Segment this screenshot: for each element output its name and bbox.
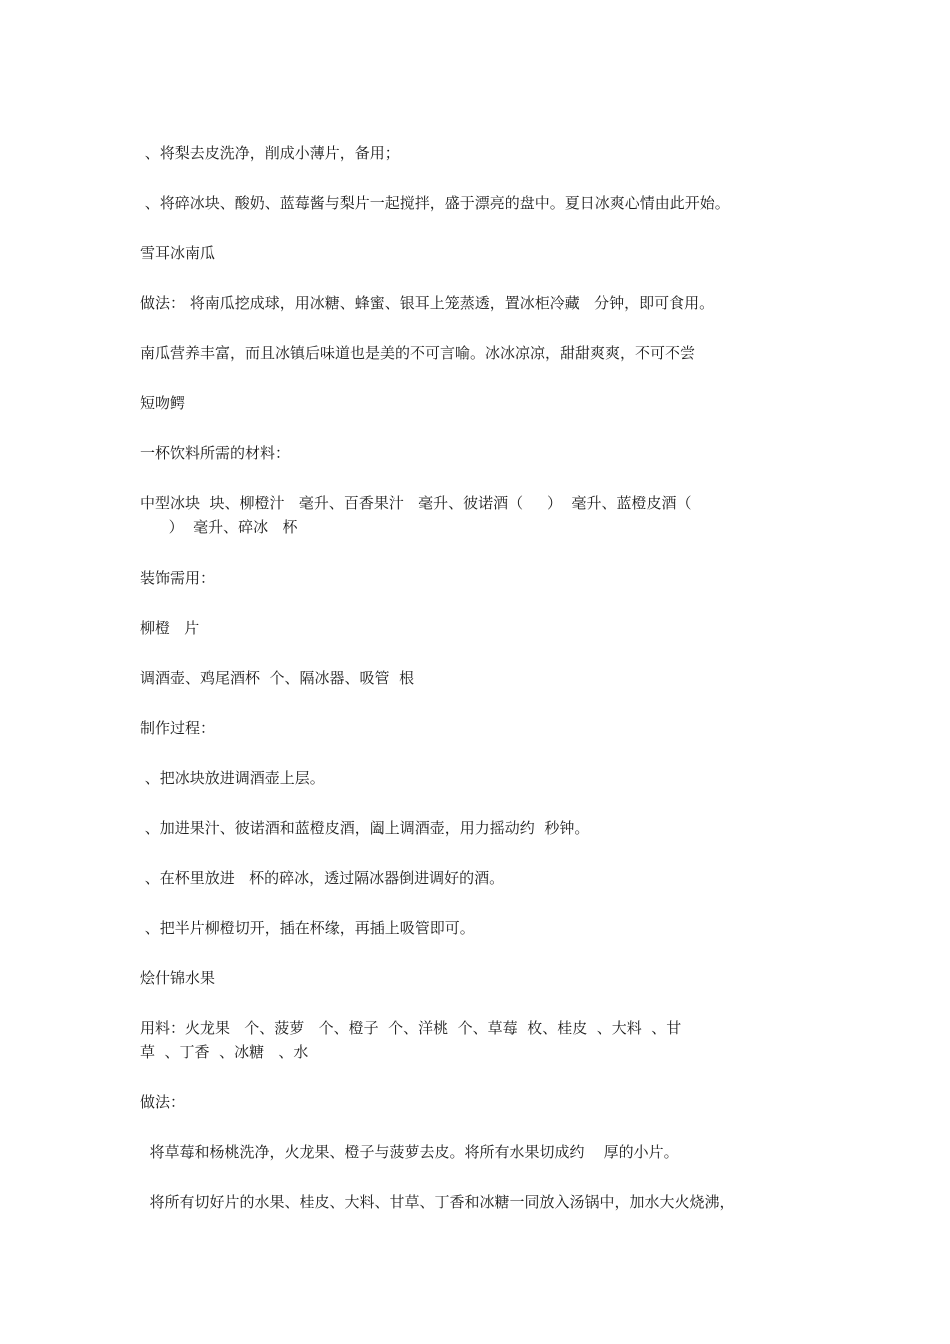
process-step-4: 、把半片柳橙切开，插在杯缘，再插上吸管即可。 xyxy=(140,919,475,937)
decoration-heading: 装饰需用： xyxy=(140,569,216,587)
process-step-2: 、加进果汁、彼诺酒和蓝橙皮酒，阖上调酒壶，用力摇动约 秒钟。 xyxy=(140,819,590,837)
decoration-orange-slices: 柳橙 片 xyxy=(140,619,200,637)
drink-ingredients-list: 中型冰块 块、柳橙汁 毫升、百香果汁 毫升、彼诺酒（ ） 毫升、蓝橙皮酒（ ） 毫升、碎冰 杯 xyxy=(140,494,692,536)
fruit-method-heading: 做法： xyxy=(140,1093,186,1111)
drink-ingredients-heading: 一杯饮料所需的材料： xyxy=(140,444,291,462)
process-step-3: 、在杯里放进 杯的碎冰，透过隔冰器倒进调好的酒。 xyxy=(140,869,505,887)
pumpkin-description: 南瓜营养丰富，而且冰镇后味道也是美的不可言喻。冰冰凉凉，甜甜爽爽，不可不尝 xyxy=(140,344,696,362)
recipe-title-alligator: 短吻鳄 xyxy=(140,394,186,412)
fruit-method-step-2: 将所有切好片的水果、桂皮、大料、甘草、丁香和冰糖一同放入汤锅中，加水大火烧沸， xyxy=(140,1193,735,1211)
step-peel-pear: 、将梨去皮洗净，削成小薄片，备用； xyxy=(140,144,400,162)
pumpkin-method: 做法： 将南瓜挖成球，用冰糖、蜂蜜、银耳上笼蒸透，置冰柜冷藏 分钟，即可食用。 xyxy=(140,294,715,312)
recipe-title-snow-fungus-pumpkin: 雪耳冰南瓜 xyxy=(140,244,216,262)
process-step-1: 、把冰块放进调酒壶上层。 xyxy=(140,769,325,787)
step-mix-ice-yogurt: 、将碎冰块、酸奶、蓝莓酱与梨片一起搅拌，盛于漂亮的盘中。夏日冰爽心情由此开始。 xyxy=(140,194,730,212)
fruit-ingredients-list: 用料：火龙果 个、菠萝 个、橙子 个、洋桃 个、草莓 枚、桂皮 、大料 、甘 草 、丁香 、冰糖 、水 xyxy=(140,1019,682,1061)
process-heading: 制作过程： xyxy=(140,719,216,737)
fruit-method-step-1: 将草莓和杨桃洗净，火龙果、橙子与菠萝去皮。将所有水果切成约 厚的小片。 xyxy=(140,1143,679,1161)
tools-list: 调酒壶、鸡尾酒杯 个、隔冰器、吸管 根 xyxy=(140,669,415,687)
recipe-title-braised-fruit: 烩什锦水果 xyxy=(140,969,216,987)
